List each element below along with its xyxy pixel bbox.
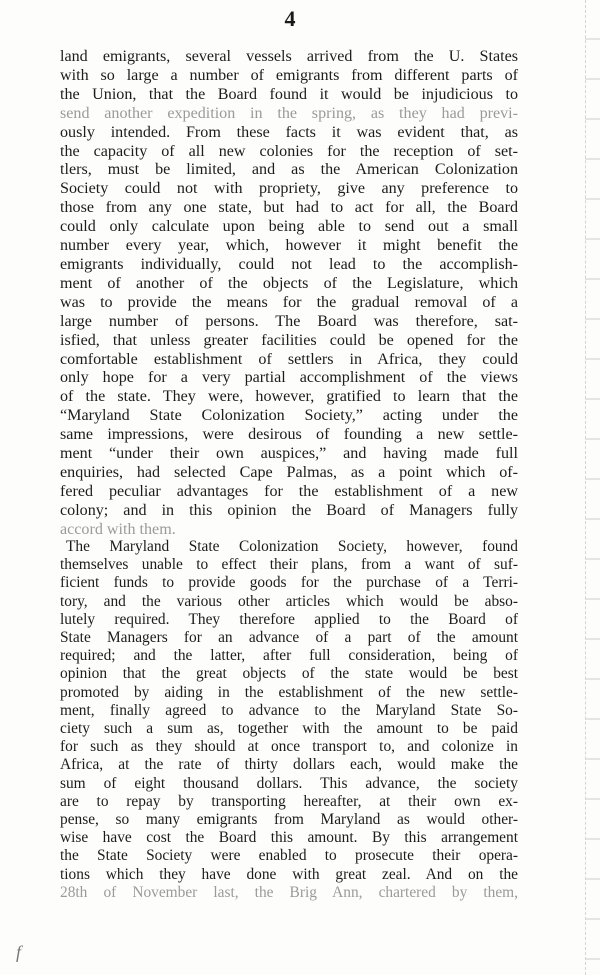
text-line: The Maryland State Colonization Society, however, found — [66, 538, 518, 555]
text-line: sum of eight thousand dollars. This advance, the society — [60, 774, 518, 792]
text-line: tory, and the various other articles which would be abso- — [60, 592, 518, 610]
text-line: the capacity of all new colonies for the reception of set- — [60, 142, 518, 160]
text-line: tlers, must be limited, and as the American Colonization — [60, 161, 518, 179]
text-line: number every year, which, however it might benefit the — [60, 237, 518, 255]
text-line: are to repay by transporting hereafter, at their own ex- — [60, 792, 518, 810]
text-line: ously intended. From these facts it was evident that, as — [60, 123, 518, 141]
binding-edge — [585, 0, 600, 975]
text-line: large number of persons. The Board was therefore, sat- — [60, 312, 518, 330]
text-line: isfied, that unless greater facilities could be opened for the — [60, 331, 518, 349]
text-line: required; and the latter, after full consideration, being of — [60, 647, 518, 665]
text-line: Society could not with propriety, give any preference to — [60, 180, 518, 198]
text-line: could only calculate upon being able to send out a small — [60, 218, 518, 236]
text-line: pense, so many emigrants from Maryland as would other- — [60, 811, 518, 829]
text-line: those from any one state, but had to act for all, the Board — [60, 199, 518, 217]
text-line: only hope for a very partial accomplishment of the views — [60, 369, 518, 387]
text-line: same impressions, were desirous of founding a new settle- — [60, 426, 518, 444]
text-line: State Managers for an advance of a part of the amount — [60, 629, 518, 647]
text-line: 28th of November last, the Brig Ann, chartered by them, — [60, 883, 518, 901]
text-line: emigrants individually, could not lead to the accomplish- — [60, 255, 518, 273]
text-line: accord with them. — [60, 520, 176, 538]
text-line: the State Society were enabled to prosecute their opera- — [60, 847, 518, 865]
text-line: wise have cost the Board this amount. By this arrangement — [60, 829, 518, 847]
text-line: opinion that the great objects of the state would be best — [60, 665, 518, 683]
text-line: Africa, at the rate of thirty dollars each, would make the — [60, 756, 518, 774]
text-line: ment, finally agreed to advance to the Maryland State So- — [60, 701, 518, 719]
text-line: of the state. They were, however, gratified to learn that the — [60, 388, 518, 406]
text-line: “Maryland State Colonization Society,” acting under the — [60, 407, 518, 425]
text-line: enquiries, had selected Cape Palmas, as a point which of- — [60, 463, 518, 481]
paragraph-2 — [60, 538, 518, 902]
corner-mark: f — [16, 942, 22, 962]
text-line: lutely required. They therefore applied to the Board of — [60, 610, 518, 628]
text-line: themselves unable to effect their plans, from a want of suf- — [60, 556, 518, 574]
text-line: promoted by aiding in the establishment of the new settle- — [60, 683, 518, 701]
text-line: the Union, that the Board found it would be injudicious to — [60, 85, 518, 103]
text-line: ment “under their own auspices,” and having made full — [60, 445, 518, 463]
text-line: was to provide the means for the gradual removal of a — [60, 293, 518, 311]
paragraph-1 — [60, 48, 518, 540]
text-line: land emigrants, several vessels arrived from the U. States — [60, 48, 518, 65]
text-line: ciety such a sum as, together with the amount to be paid — [60, 720, 518, 738]
page-number: 4 — [284, 6, 296, 31]
text-line: fered peculiar advantages for the establishment of a new — [60, 482, 518, 500]
text-line: comfortable establishment of settlers in Africa, they could — [60, 350, 518, 368]
text-line: send another expedition in the spring, as they had previ- — [60, 104, 518, 122]
text-line: ficient funds to provide goods for the purchase of a Terri- — [60, 574, 518, 592]
text-line: for such as they should at once transport to, and colonize in — [60, 738, 518, 756]
text-line: tions which they have done with great zeal. And on the — [60, 865, 518, 883]
text-line: colony; and in this opinion the Board of Managers fully — [60, 501, 518, 519]
text-line: with so large a number of emigrants from different parts of — [60, 66, 518, 84]
text-line: ment of another of the objects of the Legislature, which — [60, 274, 518, 292]
